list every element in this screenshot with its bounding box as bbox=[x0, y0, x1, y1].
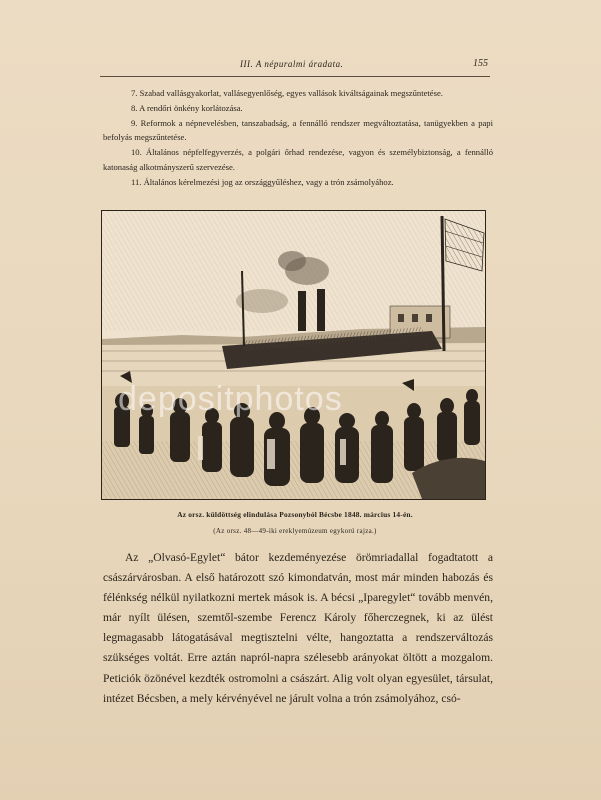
body-text bbox=[103, 548, 493, 709]
page-header bbox=[100, 58, 490, 77]
paragraph: Az „Olvasó-Egylet“ bátor kezdeményezése örömriadallal fogadtatott a császárvárosban. A első határozott szó kimondatván, most már minden habozás és félénkség nélkül nyilatkozni mertek mások is. A bécsi „Iparegylet“ tovább menvén, már nyílt ülésen, szemtől-szembe Ferencz Károly főherczegnek, ki az ülést legmagasabb látogatásával megtisztelni vélte, hangoztatta a rendszerváltozás szükséges voltát. Erre aztán napról-napra szélesebb arányokat öltött a mozgalom. Peticiók özönével kezdték ostromolni a császárt. Alig volt olyan egyesület, társulat, intézet Bécsben, a mely kérvényével ne járult volna a trón zsámolyához, csó- bbox=[103, 551, 493, 705]
watermark-logo: depositphotos bbox=[118, 380, 343, 418]
figure-caption: Az orsz. küldöttség elindulása Pozsonyból Bécsbe 1848. március 14-én. bbox=[177, 510, 413, 519]
list-item: 10. Általános népfelfegyverzés, a polgári őrhad rendezése, vagyon és személybiztonság, a fennálló katonaság alkotmányszerű szervezése. bbox=[103, 147, 493, 172]
steamship-departure-engraving bbox=[102, 211, 485, 499]
running-title: III. A népuralmi áradata. bbox=[240, 59, 344, 69]
list-item: 9. Reformok a népnevelésben, tanszabadság, a fennálló rendszer megváltoztatása, tanügyekben a papi befolyás megszűntetése. bbox=[103, 117, 493, 143]
engraving-illustration bbox=[101, 210, 486, 500]
list-item: 11. Általános kérelmezési jog az országgyűléshez, vagy a trón zsámolyához. bbox=[131, 176, 394, 187]
page-number: 155 bbox=[473, 58, 488, 69]
figure-source: (Az orsz. 48—49-iki ereklyemúzeum egykorú rajza.) bbox=[213, 527, 377, 535]
list-item: 8. A rendőri önkény korlátozása. bbox=[131, 102, 243, 113]
list-item: 7. Szabad vallásgyakorlat, vallásegyenlőség, egyes vallások kiváltságainak megszűntetése. bbox=[131, 88, 443, 98]
demands-list bbox=[103, 86, 493, 190]
